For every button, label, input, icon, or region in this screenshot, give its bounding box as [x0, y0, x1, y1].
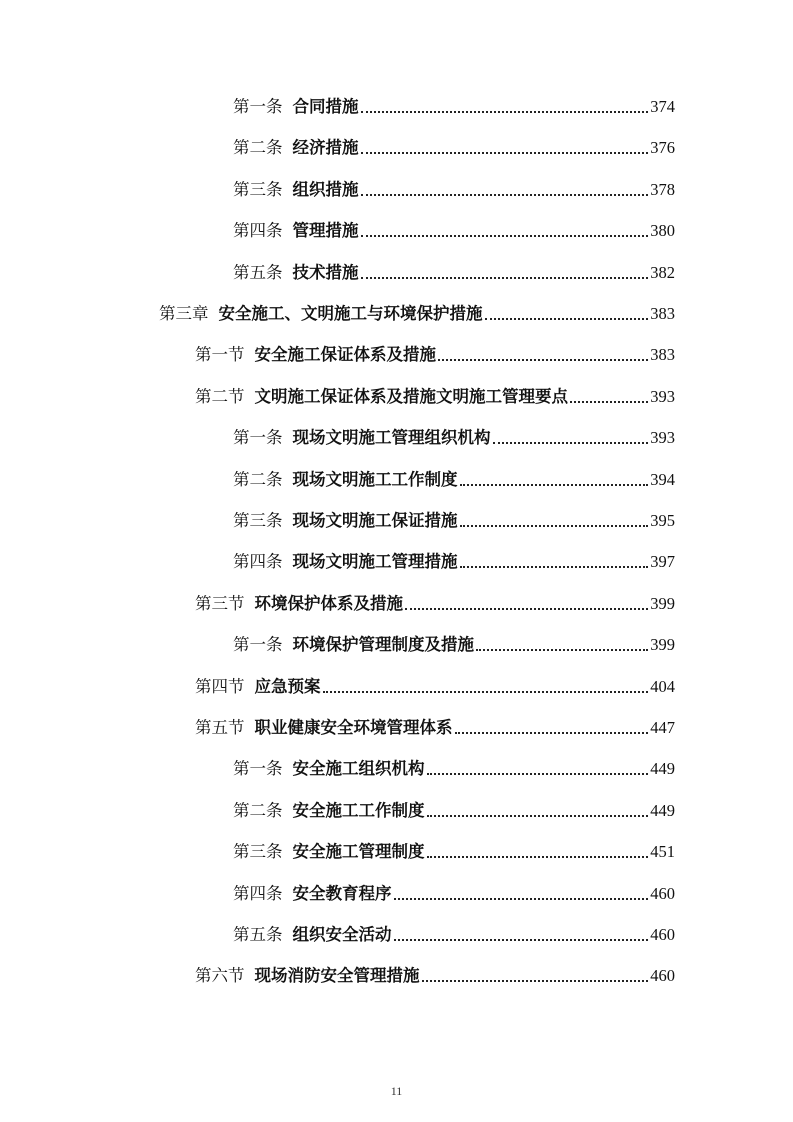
dot-leader	[570, 401, 648, 403]
toc-entry-label: 第一条	[233, 97, 283, 116]
toc-entry-page: 404	[650, 676, 675, 696]
toc-entry-title: 安全施工保证体系及措施	[254, 345, 436, 365]
toc-entry[interactable]	[233, 172, 675, 200]
dot-leader	[361, 152, 649, 154]
toc-entry-page: 382	[650, 262, 675, 282]
dot-leader	[438, 359, 648, 361]
toc-entry-page: 376	[650, 138, 675, 158]
dot-leader	[361, 111, 649, 113]
dot-leader	[460, 525, 649, 527]
toc-entry[interactable]	[195, 379, 675, 407]
toc-entry[interactable]	[159, 296, 675, 324]
toc-entry[interactable]	[195, 958, 675, 986]
toc-entry[interactable]	[233, 420, 675, 448]
toc-entry[interactable]	[233, 89, 675, 117]
toc-entry[interactable]	[233, 462, 675, 490]
toc-entry-page: 383	[650, 345, 675, 365]
toc-entry-title: 现场文明施工工作制度	[292, 469, 458, 489]
toc-entry-title: 技术措施	[292, 262, 359, 282]
toc-entry[interactable]	[233, 793, 675, 821]
toc-entry-label: 第一条	[233, 759, 283, 779]
toc-entry-label: 第一条	[233, 635, 283, 655]
toc-entry-title: 安全施工组织机构	[292, 759, 425, 779]
toc-entry-page: 395	[650, 511, 675, 530]
toc-entry-title: 经济措施	[292, 138, 359, 158]
toc-entry-label: 第六节	[195, 966, 245, 986]
toc-entry-page: 380	[650, 221, 675, 241]
dot-leader	[422, 980, 649, 982]
toc-entry[interactable]	[195, 586, 675, 614]
toc-entry-title: 应急预案	[254, 676, 321, 696]
dot-leader	[476, 649, 648, 651]
toc-entry-title: 环境保护体系及措施	[254, 593, 403, 613]
toc-entry-label: 第二条	[233, 800, 283, 820]
dot-leader	[394, 939, 649, 941]
toc-entry[interactable]	[195, 710, 675, 738]
toc-entry-label: 第一条	[233, 428, 283, 448]
dot-leader	[460, 566, 649, 568]
toc-entry-label: 第五节	[195, 718, 245, 737]
toc-entry-page: 460	[650, 966, 675, 986]
toc-entry-page: 397	[650, 552, 675, 572]
toc-entry-title: 管理措施	[292, 221, 359, 241]
toc-entry-label: 第三节	[195, 593, 245, 613]
toc-entry-title: 现场文明施工保证措施	[292, 511, 458, 530]
dot-leader	[361, 194, 649, 196]
dot-leader	[427, 856, 649, 858]
toc-entry-title: 环境保护管理制度及措施	[292, 635, 474, 655]
toc-entry-title: 现场消防安全管理措施	[254, 966, 420, 986]
dot-leader	[361, 277, 649, 279]
toc-entry-page: 393	[650, 386, 675, 406]
toc-entry[interactable]	[233, 255, 675, 283]
toc-entry[interactable]	[233, 503, 675, 531]
dot-leader	[485, 318, 649, 320]
dot-leader	[405, 608, 648, 610]
toc-entry-title: 合同措施	[292, 97, 359, 116]
dot-leader	[460, 484, 649, 486]
toc-entry-page: 399	[650, 635, 675, 655]
toc-entry-page: 447	[650, 718, 675, 737]
dot-leader	[427, 773, 649, 775]
dot-leader	[455, 732, 649, 734]
toc-entry-label: 第三章	[159, 304, 209, 323]
toc-entry-page: 399	[650, 593, 675, 613]
toc-entry-label: 第一节	[195, 345, 245, 365]
toc-entry-page: 460	[650, 925, 675, 944]
toc-entry-page: 449	[650, 800, 675, 820]
toc-entry-title: 安全施工工作制度	[292, 800, 425, 820]
toc-entry-page: 460	[650, 883, 675, 903]
toc-entry-title: 现场文明施工管理措施	[292, 552, 458, 572]
toc-entry[interactable]	[195, 669, 675, 697]
toc-entry-label: 第三条	[233, 842, 283, 862]
toc-entry-label: 第四条	[233, 552, 283, 572]
toc-entry-title: 安全施工管理制度	[292, 842, 425, 862]
toc-entry-page: 451	[650, 842, 675, 862]
toc-entry-page: 449	[650, 759, 675, 779]
dot-leader	[427, 815, 649, 817]
toc-entry[interactable]	[233, 130, 675, 158]
toc-entry-label: 第五条	[233, 925, 283, 944]
toc-entry[interactable]	[233, 917, 675, 945]
toc-entry[interactable]	[233, 751, 675, 779]
toc-entry[interactable]	[233, 834, 675, 862]
toc-entry[interactable]	[233, 213, 675, 241]
toc-entry[interactable]	[233, 544, 675, 572]
toc-entry-label: 第三条	[233, 511, 283, 530]
toc-entry-label: 第二条	[233, 138, 283, 158]
dot-leader	[323, 691, 649, 693]
dot-leader	[394, 898, 649, 900]
toc-entry-title: 组织措施	[292, 179, 359, 199]
page-number: 11	[390, 1084, 403, 1098]
toc-entry-title: 职业健康安全环境管理体系	[254, 718, 453, 737]
toc-entry-label: 第二条	[233, 469, 283, 489]
toc-entry-label: 第五条	[233, 262, 283, 282]
toc-entry-page: 374	[650, 97, 675, 116]
toc-entry-title: 安全施工、文明施工与环境保护措施	[218, 304, 483, 323]
dot-leader	[361, 235, 649, 237]
toc-entry[interactable]	[195, 337, 675, 365]
toc-entry-title: 组织安全活动	[292, 925, 392, 944]
toc-entry-title: 文明施工保证体系及措施文明施工管理要点	[254, 386, 568, 406]
toc-entry[interactable]	[233, 627, 675, 655]
toc-entry-page: 383	[650, 304, 675, 323]
toc-entry-label: 第四条	[233, 883, 283, 903]
toc-entry-label: 第二节	[195, 386, 245, 406]
toc-entry-page: 393	[650, 428, 675, 448]
toc-entry-label: 第四条	[233, 221, 283, 241]
toc-entry-title: 现场文明施工管理组织机构	[292, 428, 491, 448]
dot-leader	[493, 442, 649, 444]
toc-entry-label: 第四节	[195, 676, 245, 696]
toc-entry-title: 安全教育程序	[292, 883, 392, 903]
toc-entry-label: 第三条	[233, 179, 283, 199]
toc-entry-page: 394	[650, 469, 675, 489]
toc-entry-page: 378	[650, 179, 675, 199]
toc-entry[interactable]	[233, 876, 675, 904]
